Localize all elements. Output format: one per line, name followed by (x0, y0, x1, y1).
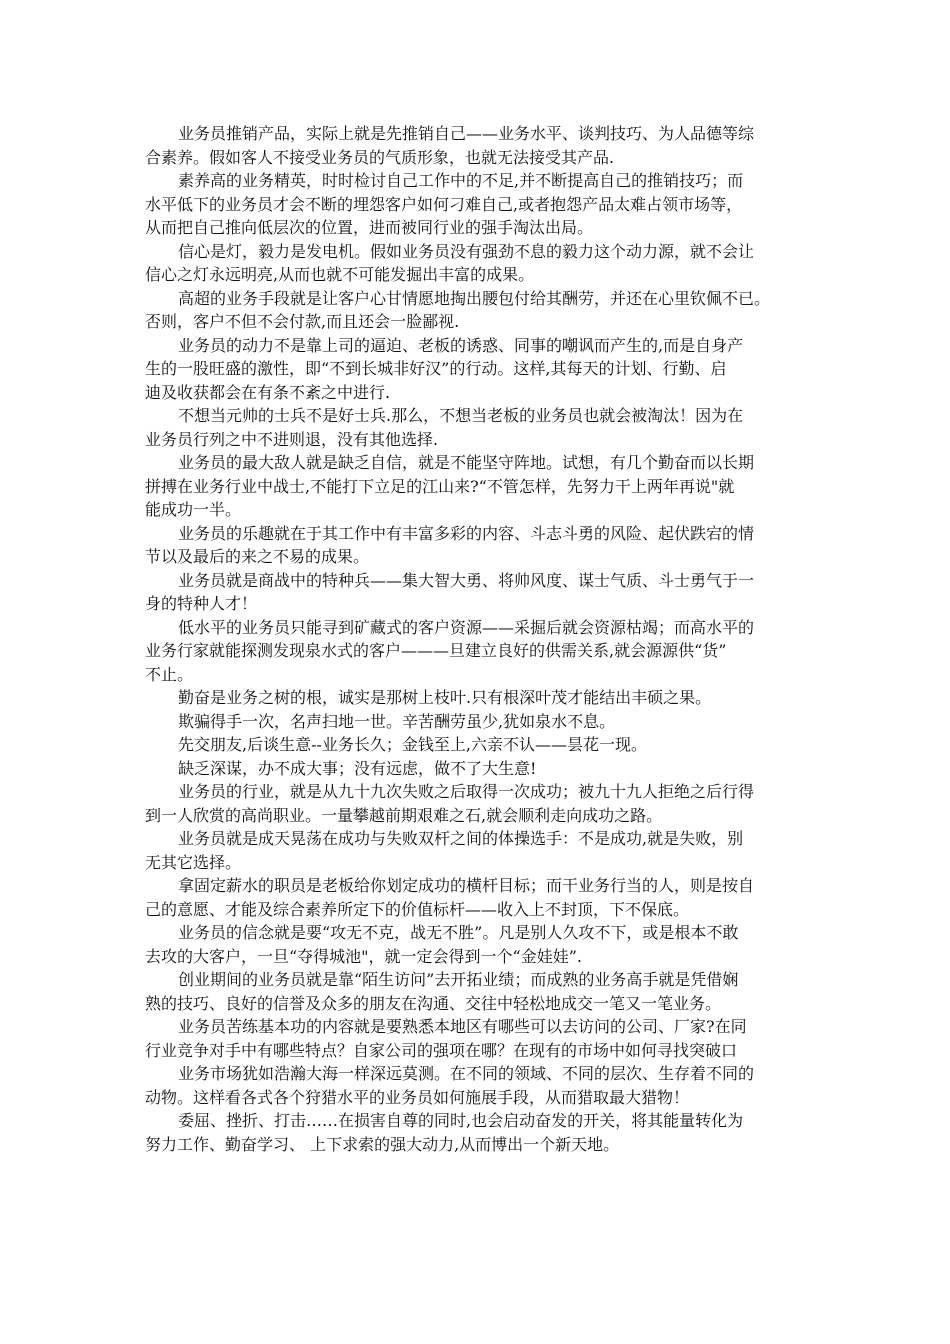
text-line: 合素养。假如客人不接受业务员的气质形象，也就无法接受其产品. (145, 147, 615, 167)
text-line: 业务员推销产品，实际上就是先推销自己——业务水平、谈判技巧、为人品德等综 (178, 124, 755, 143)
paragraph (145, 616, 820, 687)
paragraph (145, 827, 820, 874)
text-line: 业务员的信念就是要“攻无不克，战无不胜”。凡是别人久攻不下，或是根本不敢 (178, 923, 739, 942)
paragraph (145, 404, 820, 451)
text-line: 业务员行列之中不进则退，没有其他选择. (145, 429, 439, 449)
text-line: 委屈、挫折、打击……在损害自尊的同时,也会启动奋发的开关，将其能量转化为 (178, 1111, 744, 1130)
text-line: 业务行家就能探测发现泉水式的客户———旦建立良好的供需关系,就会源源供“货” (145, 641, 727, 660)
text-line: 业务员的乐趣就在于其工作中有丰富多彩的内容、斗志斗勇的风险、起伏跌宕的情 (178, 523, 755, 543)
text-line: 勤奋是业务之树的根，诚实是那树上枝叶.只有根深叶茂才能结出丰硕之果。 (178, 688, 712, 707)
text-line: 业务员的最大敌人就是缺乏自信，就是不能坚守阵地。试想，有几个勤奋而以长期 (178, 453, 755, 472)
paragraph (145, 1109, 820, 1156)
text-line: 身的特种人才！ (145, 594, 258, 613)
text-line: 素养高的业务精英，时时检讨自己工作中的不足,并不断提高自己的推销技巧；而 (178, 171, 744, 190)
paragraph (145, 287, 820, 334)
text-line: 节以及最后的来之不易的成果。 (145, 547, 370, 566)
text-line: 否则，客户不但不会付款,而且还会一脸鄙视. (145, 312, 460, 331)
text-line: 到一人欣赏的高尚职业。一量攀越前期艰难之石,就会顺利走向成功之路。 (145, 805, 663, 825)
text-line: 从而把自己推向低层次的位置，进而被同行业的强手淘汰出局。 (145, 218, 594, 237)
text-line: 迪及收获都会在有条不紊之中进行. (145, 382, 391, 402)
paragraph (145, 757, 820, 781)
text-line: 业务员苦练基本功的内容就是要熟悉本地区有哪些可以去访问的公司、厂家?在同 (178, 1017, 747, 1036)
text-line: 业务员的行业，就是从九十九次失败之后取得一次成功；被九十九人拒绝之后行得 (178, 782, 755, 801)
text-line: 业务市场犹如浩瀚大海一样深远莫测。在不同的领域、不同的层次、生存着不同的 (178, 1064, 755, 1083)
text-line: 生的一股旺盛的激性，即“不到长城非好汉”的行动。这样,其每天的计划、行勤、启 (145, 359, 727, 378)
text-line: 拼搏在业务行业中战士,不能打下立足的江山来?“不管怎样，先努力干上两年再说"就 (145, 476, 735, 496)
text-line: 动物。这样看各式各个狩猎水平的业务员如何施展手段，从而猎取最大猎物！ (145, 1087, 690, 1107)
text-line: 不想当元帅的士兵不是好士兵.那么，不想当老板的业务员也就会被淘汰！因为在 (178, 406, 744, 425)
text-line: 行业竞争对手中有哪些特点？自家公司的强项在哪？在现有的市场中如何寻找突破口 (145, 1040, 738, 1060)
text-line: 熟的技巧、良好的信誉及众多的朋友在沟通、交往中轻松地成交一笔又一笔业务。 (145, 993, 722, 1013)
text-line: 低水平的业务员只能寻到矿藏式的客户资源——采掘后就会资源枯竭；而高水平的 (178, 617, 755, 637)
paragraph (145, 710, 820, 734)
text-line: 水平低下的业务员才会不断的埋怨客户如何刁难自己,或者抱怨产品太难占领市场等， (145, 194, 743, 214)
paragraph (145, 733, 820, 757)
text-line: 信心是灯，毅力是发电机。假如业务员没有强劲不息的毅力这个动力源，就不会让 (178, 241, 755, 261)
text-line: 业务员的动力不是靠上司的逼迫、老板的诱惑、同事的嘲讽而产生的,而是自身产 (178, 335, 744, 355)
text-line: 无其它选择。 (145, 852, 242, 872)
text-line: 缺乏深谋，办不成大事；没有远虑，做不了大生意! (178, 758, 537, 778)
paragraph (145, 122, 820, 169)
text-line: 创业期间的业务员就是靠“陌生访问”去开拓业绩；而成熟的业务高手就是凭借娴 (178, 970, 739, 989)
paragraph (145, 921, 820, 968)
paragraph (145, 451, 820, 522)
paragraph (145, 569, 820, 616)
text-line: 业务员就是商战中的特种兵——集大智大勇、将帅风度、谋士气质、斗士勇气于一 (178, 570, 755, 590)
paragraph (145, 780, 820, 827)
document-body (145, 122, 820, 1156)
text-line: 先交朋友,后谈生意--业务长久；金钱至上,六亲不认——昙花一现。 (178, 735, 647, 754)
text-line: 欺骗得手一次，名声扫地一世。辛苦酬劳虽少,犹如泉水不息。 (178, 711, 616, 731)
paragraph (145, 874, 820, 921)
text-line: 信心之灯永远明亮,从而也就不可能发掘出丰富的成果。 (145, 265, 535, 284)
text-line: 拿固定薪水的职员是老板给你划定成功的横杆目标；而干业务行当的人，则是按自 (178, 876, 755, 895)
paragraph (145, 522, 820, 569)
paragraph (145, 1062, 820, 1109)
text-line: 高超的业务手段就是让客户心甘情愿地掏出腰包付给其酬劳，并还在心里钦佩不已。 (178, 288, 771, 308)
paragraph (145, 968, 820, 1015)
text-line: 去攻的大客户，一旦“夺得城池"，就一定会得到一个“金娃娃”. (145, 946, 582, 966)
text-line: 不止。 (145, 664, 194, 684)
paragraph (145, 1015, 820, 1062)
paragraph (145, 334, 820, 405)
paragraph (145, 169, 820, 240)
text-line: 努力工作、勤奋学习、 上下求索的强大动力,从而博出一个新天地。 (145, 1134, 620, 1154)
text-line: 业务员就是成天晃荡在成功与失败双杆之间的体操选手：不是成功,就是失败，别 (178, 829, 744, 848)
paragraph (145, 686, 820, 710)
text-line: 己的意愿、才能及综合素养所定下的价值标杆——收入上不封顶，下不保底。 (145, 899, 690, 919)
text-line: 能成功一半。 (145, 500, 242, 519)
paragraph (145, 240, 820, 287)
